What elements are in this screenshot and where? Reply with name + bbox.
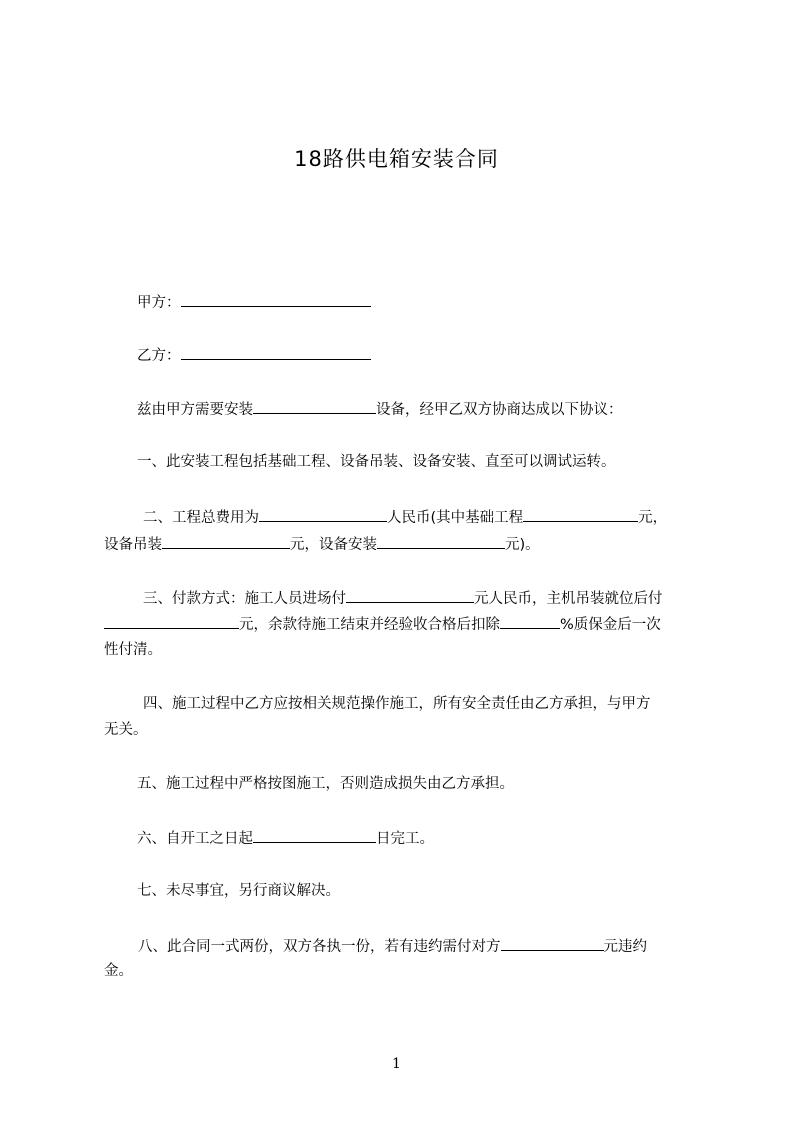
document-title: 18路供电箱安装合同 — [294, 147, 499, 171]
entry-payment-blank — [346, 587, 474, 603]
clause-8-text-b: 元违约 — [603, 939, 647, 955]
party-b-blank — [181, 344, 371, 360]
clause-7: 七、未尽事宜，另行商议解决。 — [137, 883, 340, 899]
clause-2-line-2 — [104, 533, 540, 555]
clause-4-line-1: 四、施工过程中乙方应按相关规范操作施工，所有安全责任由乙方承担，与甲方 — [143, 696, 651, 712]
clause-3-line-1 — [143, 587, 663, 609]
party-a-blank — [181, 291, 371, 307]
clause-6-line — [137, 827, 434, 849]
clause-5: 五、施工过程中严格按图施工，否则造成损失由乙方承担。 — [137, 776, 514, 792]
penalty-blank — [501, 935, 604, 951]
clause-8-text-a: 八、此合同一式两份，双方各执一份，若有违约需付对方 — [138, 939, 501, 955]
clause-2-text-c: 元， — [638, 510, 668, 526]
clause-3-line-2 — [104, 613, 661, 635]
clause-8-line-2: 金。 — [104, 963, 133, 979]
retention-percent-blank — [500, 613, 560, 629]
clause-3-text-a: 三、付款方式：施工人员进场付 — [143, 591, 346, 607]
clause-2-line-1 — [143, 506, 667, 528]
clause-2-text-a: 二、工程总费用为 — [143, 510, 259, 526]
intro-line — [137, 398, 623, 420]
clause-6-text-b: 日完工。 — [376, 831, 434, 847]
clause-8-line-1 — [138, 935, 647, 957]
party-b-label: 乙方： — [137, 348, 181, 364]
total-fee-blank — [259, 506, 387, 522]
clause-2-text-e: 元，设备安装 — [290, 537, 377, 553]
hoisting-payment-blank — [104, 613, 239, 629]
clause-3-text-d: %质保金后一次 — [560, 617, 661, 633]
installation-fee-blank — [377, 533, 505, 549]
foundation-fee-blank — [523, 506, 638, 522]
clause-1: 一、此安装工程包括基础工程、设备吊装、设备安装、直至可以调试运转。 — [137, 454, 616, 470]
completion-days-blank — [253, 827, 376, 843]
clause-2-text-f: 元)。 — [505, 537, 540, 553]
intro-before: 兹由甲方需要安装 — [137, 402, 253, 418]
intro-after: 设备，经甲乙双方协商达成以下协议： — [376, 402, 623, 418]
clause-3-text-c: 元，余款待施工结束并经验收合格后扣除 — [239, 617, 500, 633]
clause-2-text-b: 人民币(其中基础工程 — [387, 510, 524, 526]
clause-6-text-a: 六、自开工之日起 — [137, 831, 253, 847]
party-a-line — [137, 291, 371, 313]
party-a-label: 甲方： — [137, 295, 181, 311]
page-number: 1 — [392, 1056, 401, 1072]
hoisting-fee-blank — [162, 533, 290, 549]
clause-4-line-2: 无关。 — [104, 722, 148, 738]
equipment-blank — [253, 398, 376, 414]
clause-2-text-d: 设备吊装 — [104, 537, 162, 553]
party-b-line — [137, 344, 371, 366]
clause-3-line-3: 性付清。 — [104, 642, 162, 658]
clause-3-text-b: 元人民币，主机吊装就位后付 — [474, 591, 663, 607]
